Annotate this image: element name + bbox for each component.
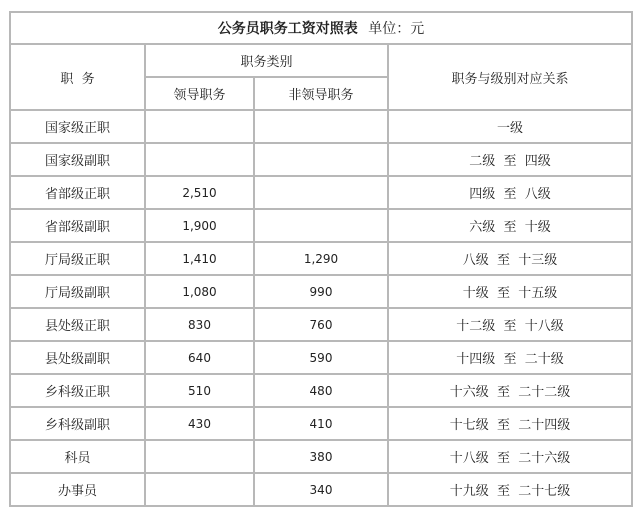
salary-table-body (10, 12, 632, 506)
cell-position: 厅局级正职 (10, 242, 145, 275)
cell-non-leader-salary: 410 (254, 407, 388, 440)
table-row (10, 407, 632, 440)
cell-leader-salary: 2,510 (145, 176, 254, 209)
table-unit: 单位：元 (368, 21, 425, 37)
cell-grade-relation: 十六级 至 二十二级 (388, 374, 632, 407)
table-row (10, 242, 632, 275)
salary-table (9, 11, 633, 507)
cell-non-leader-salary: 380 (254, 440, 388, 473)
cell-position: 省部级正职 (10, 176, 145, 209)
cell-leader-salary (145, 473, 254, 506)
cell-non-leader-salary: 760 (254, 308, 388, 341)
cell-grade-relation: 十七级 至 二十四级 (388, 407, 632, 440)
cell-grade-relation: 二级 至 四级 (388, 143, 632, 176)
table-row (10, 110, 632, 143)
table-row (10, 176, 632, 209)
header-relation: 职务与级别对应关系 (388, 44, 632, 110)
cell-grade-relation: 八级 至 十三级 (388, 242, 632, 275)
header-row-1 (10, 44, 632, 77)
cell-position: 乡科级正职 (10, 374, 145, 407)
cell-non-leader-salary: 340 (254, 473, 388, 506)
table-row (10, 473, 632, 506)
cell-leader-salary: 1,900 (145, 209, 254, 242)
cell-leader-salary: 510 (145, 374, 254, 407)
cell-grade-relation: 十八级 至 二十六级 (388, 440, 632, 473)
cell-non-leader-salary: 480 (254, 374, 388, 407)
cell-non-leader-salary (254, 209, 388, 242)
cell-grade-relation: 十二级 至 十八级 (388, 308, 632, 341)
cell-grade-relation: 十级 至 十五级 (388, 275, 632, 308)
cell-grade-relation: 六级 至 十级 (388, 209, 632, 242)
cell-grade-relation: 十九级 至 二十七级 (388, 473, 632, 506)
cell-position: 科员 (10, 440, 145, 473)
cell-position: 县处级副职 (10, 341, 145, 374)
cell-grade-relation: 一级 (388, 110, 632, 143)
cell-leader-salary (145, 440, 254, 473)
cell-grade-relation: 十四级 至 二十级 (388, 341, 632, 374)
table-title-text: 公务员职务工资对照表 (217, 21, 358, 37)
cell-leader-salary: 1,080 (145, 275, 254, 308)
table-row (10, 209, 632, 242)
header-position: 职 务 (10, 44, 145, 110)
cell-leader-salary (145, 110, 254, 143)
cell-non-leader-salary: 1,290 (254, 242, 388, 275)
table-row (10, 374, 632, 407)
header-category: 职务类别 (145, 44, 388, 77)
cell-position: 乡科级副职 (10, 407, 145, 440)
cell-non-leader-salary (254, 143, 388, 176)
salary-table-container (9, 11, 633, 507)
cell-position: 省部级副职 (10, 209, 145, 242)
cell-position: 县处级正职 (10, 308, 145, 341)
table-row (10, 440, 632, 473)
header-non-leader: 非领导职务 (254, 77, 388, 110)
cell-non-leader-salary: 590 (254, 341, 388, 374)
cell-leader-salary: 430 (145, 407, 254, 440)
table-row (10, 275, 632, 308)
header-leader: 领导职务 (145, 77, 254, 110)
cell-leader-salary: 1,410 (145, 242, 254, 275)
cell-position: 办事员 (10, 473, 145, 506)
table-row (10, 143, 632, 176)
cell-non-leader-salary: 990 (254, 275, 388, 308)
table-title (10, 12, 632, 44)
title-row (10, 12, 632, 44)
cell-non-leader-salary (254, 110, 388, 143)
cell-position: 厅局级副职 (10, 275, 145, 308)
cell-position: 国家级副职 (10, 143, 145, 176)
cell-non-leader-salary (254, 176, 388, 209)
table-row (10, 341, 632, 374)
table-row (10, 308, 632, 341)
cell-grade-relation: 四级 至 八级 (388, 176, 632, 209)
cell-leader-salary: 830 (145, 308, 254, 341)
cell-leader-salary (145, 143, 254, 176)
cell-position: 国家级正职 (10, 110, 145, 143)
cell-leader-salary: 640 (145, 341, 254, 374)
